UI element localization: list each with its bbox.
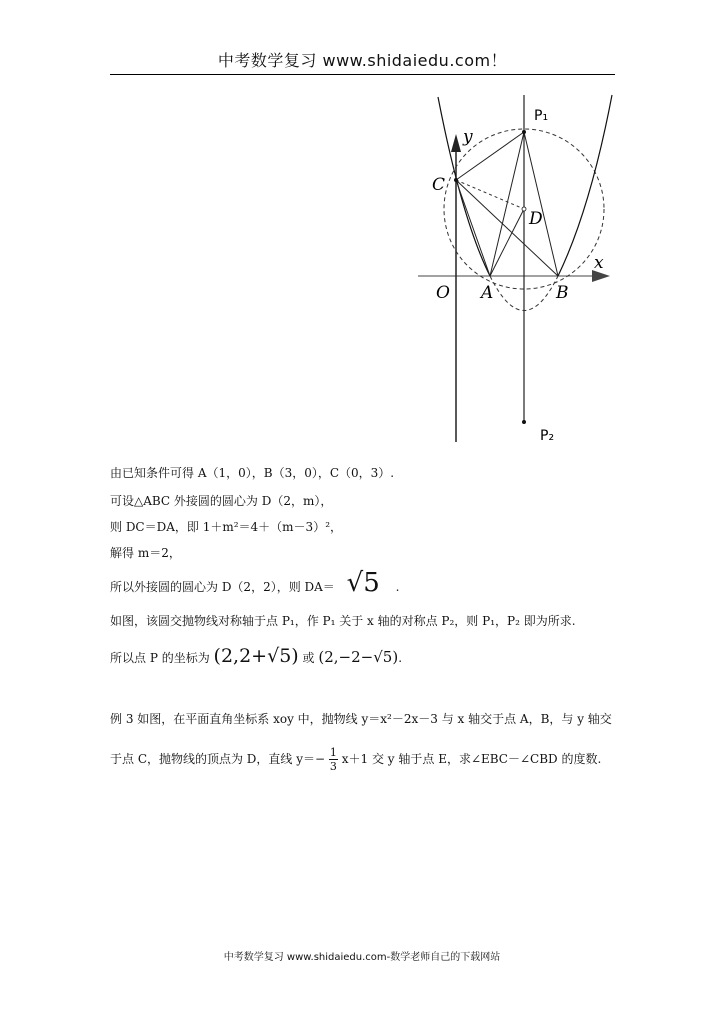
solution-line-4: 解得 m＝2， <box>110 546 181 560</box>
label-x: x <box>594 253 604 273</box>
parabola-left-branch <box>438 97 490 276</box>
line5-suffix: . <box>395 580 400 594</box>
point-p2 <box>522 420 526 424</box>
line7-suffix: . <box>398 651 403 665</box>
label-a: A <box>481 283 494 303</box>
segment-ap1 <box>490 132 524 276</box>
or-word: 或 <box>302 651 315 665</box>
coord-p1: (2,2+√5) <box>213 645 299 667</box>
page-header: 中考数学复习 www.shidaiedu.com！ <box>110 48 615 75</box>
y-axis-arrow <box>451 134 461 152</box>
fraction-one-third <box>329 746 338 773</box>
example3-line2-prefix: 于点 C，抛物线的顶点为 D，直线 y＝− <box>110 752 326 766</box>
point-d <box>522 207 526 211</box>
label-y: y <box>463 127 473 147</box>
example3-line2-suffix: x＋1 交 y 轴于点 E，求∠EBC－∠CBD 的度数. <box>341 752 602 766</box>
label-d: D <box>529 209 543 229</box>
example3-line-1: 例 3 如图，在平面直角坐标系 xoy 中，抛物线 y＝x²－2x－3 与 x 轴交于点 A，B，与 y 轴交 <box>110 712 612 726</box>
line7-prefix: 所以点 P 的坐标为 <box>110 651 210 665</box>
solution-line-2: 可设△ABC 外接圆的圆心为 D（2，m）， <box>110 494 333 508</box>
label-c: C <box>432 175 446 195</box>
line5-prefix: 所以外接圆的圆心为 D（2，2），则 DA＝ <box>110 580 335 594</box>
page-footer: 中考数学复习 www.shidaiedu.com-数学老师自己的下载网站 <box>223 952 501 963</box>
solution-line-1: 由已知条件可得 A（1，0），B（3，0），C（0，3）. <box>110 466 395 480</box>
solution-line-6: 如图，该圆交抛物线对称轴于点 P₁，作 P₁ 关于 x 轴的对称点 P₂，则 P₁，P₂ 即为所求. <box>110 614 576 628</box>
parabola-circle-figure <box>0 0 724 460</box>
parabola-right-branch <box>558 95 612 276</box>
label-p1: P₁ <box>534 108 549 124</box>
coord-p2: (2,−2−√5) <box>318 648 399 666</box>
point-c <box>454 178 458 182</box>
fraction-numerator: 1 <box>329 746 337 759</box>
example3-line-2 <box>110 746 601 773</box>
label-o: O <box>436 283 450 303</box>
segment-cd <box>456 180 524 209</box>
solution-line-7 <box>110 645 402 667</box>
segment-da <box>490 209 524 276</box>
segment-ca <box>456 180 490 276</box>
point-p1 <box>522 130 526 134</box>
fraction-denominator: 3 <box>329 760 337 773</box>
solution-line-3: 则 DC＝DA，即 1＋m²＝4＋（m－3）²， <box>110 520 343 534</box>
sqrt5-value: √5 <box>346 568 380 598</box>
label-p2: P₂ <box>540 428 555 444</box>
label-b: B <box>556 283 569 303</box>
segment-bp1 <box>524 132 558 276</box>
solution-line-5 <box>110 568 399 598</box>
